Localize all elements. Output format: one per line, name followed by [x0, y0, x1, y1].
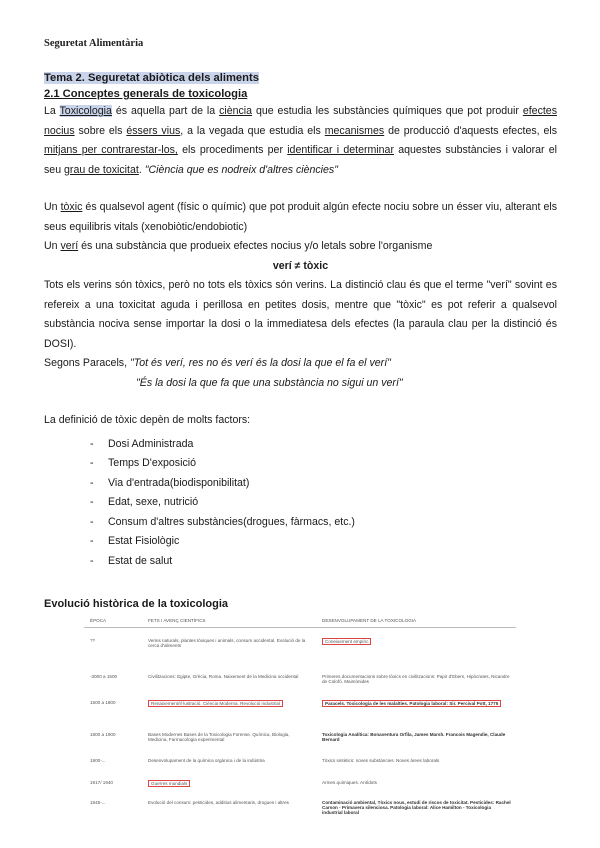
list-item: - Temps D'exposició [90, 454, 557, 474]
history-table: ÈPOCA FETS I AVENÇ CIENTÍFICS DESENVOLUPAMENT DE LA TOXICOLOGIA ?? Verins naturals, plantes tòxiques i animals, consum accidental. Evolució de la cerca d'aliments Coneixement empíric -3000 a 1500 Civilitzacions: Egipte, Grècia, Roma. Naixement de la Medicina occidental Primeres documentacions sobre tòxics en civilitzacions: Papir d'Ebers, Hipòcrates, Nicandre de Colofó, Maimònides 1500 a 1800 Renaixement/Il·lustració. Ciència Moderna. Revolució industrial Paracels. Toxicologia de les malalties. Patologia laboral: Sir. Percival Pott, 1775 1800 a 1900 Bases Modernes Bases de la Toxicologia Forense. Química, Biologia, Medicina, Farmacologia experimental Toxicologia Analítica: Bonaventura Orfila, James Marsh. Francois Magendie, Claude Bernard 1900-... Desenvolupament de la química orgànica i de la indústria Tòxics sintètics: noves substàncies. Noves àrees laborals 1917/ 1940 Guerres mundials Armes químiques. Antídots 1945-... Evolució del consum: pesticides, additius alimentaris, drogues i altres Contaminació ambiental, Tòxics nous, estudi de riscos de toxicitat. Pesticides: Rachel Carson - Primavera silenciosa. Patologia laboral: Alice Hamilton - Toxicologia industrial laboral [84, 612, 516, 844]
paragraph-verins: Tots els verins són tòxics, però no tots els tòxics són verins. La distinció clau és que el terme "verí" sovint es refereix a una toxicitat aguda i perillosa en petites dosis, mentre que "tòxic" es pot referir a qualsevol substància nociva sense importar la dosi o la immediatesa dels efectes (la paraula clau per la distinció és DOSI). [44, 279, 557, 350]
paracels-quote-2: "És la dosi la que fa que una substància no sigui un verí" [136, 376, 403, 389]
list-item: - Via d'entrada(biodisponibilitat) [90, 474, 557, 494]
list-item: - Estat de salut [90, 552, 557, 572]
section-subtitle: 2.1 Conceptes generals de toxicologia [44, 88, 248, 100]
paragraph-toxic: Un tòxic és qualsevol agent (físic o químic) que pot produit algún efecte nociu sobre un ésser viu, alterant els seus equilibris vitals (xenobiòtic/endobiotic) [44, 201, 557, 233]
factors-intro: La definició de tòxic depèn de molts factors: [44, 414, 251, 426]
quote-ciencia: "Ciència que es nodreix d'altres ciències" [144, 163, 338, 176]
document-body [44, 70, 557, 612]
list-item: - Dosi Administrada [90, 435, 557, 455]
table-header: ÈPOCA FETS I AVENÇ CIENTÍFICS DESENVOLUPAMENT DE LA TOXICOLOGIA [84, 618, 516, 628]
evolucio-title: Evolució històrica de la toxicologia [44, 597, 228, 610]
page-header: Seguretat Alimentària [44, 38, 144, 49]
paracels-line: Segons Paracels, "Tot és verí, res no és verí és la dosi la que el fa el verí" [44, 357, 391, 369]
term-toxicologia: Toxicologia [59, 105, 112, 117]
list-item: - Consum d'altres substàncies(drogues, fàrmacs, etc.) [90, 513, 557, 533]
factors-list [44, 435, 557, 572]
list-item: - Estat Fisiològic [90, 532, 557, 552]
veri-neq-toxic: verí ≠ tòxic [272, 259, 329, 272]
list-item: - Edat, sexe, nutrició [90, 493, 557, 513]
tema-title: Tema 2. Seguretat abiòtica dels aliments [44, 72, 259, 84]
paragraph-toxicologia: La Toxicologia és aquella part de la ciència que estudia les substàncies químiques que pot produir efectes nocius sobre els éssers vius, a la vegada que estudia els mecanismes de producció d'aquests efectes, els mitjans per contrarestar-los, els procediments per identificar i determinar aquestes substàncies i valorar el seu grau de toxicitat. "Ciència que es nodreix d'altres ciències" [44, 105, 558, 176]
paragraph-veri: Un verí és una substància que produeix efectes nocius y/o letals sobre l'organisme [44, 240, 433, 252]
